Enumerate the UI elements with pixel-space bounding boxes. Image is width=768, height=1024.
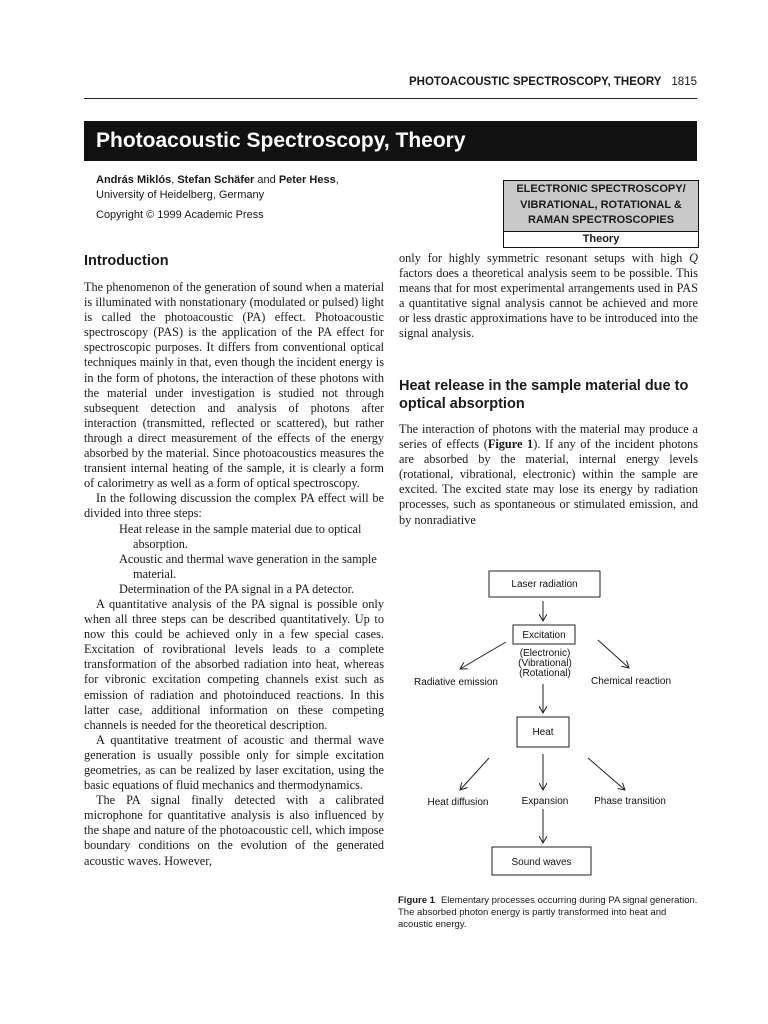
introduction-heading: Introduction — [84, 253, 169, 269]
step-item: Determination of the PA signal in a PA detector. — [119, 581, 355, 596]
right-column-body — [399, 422, 698, 528]
heat-diffusion-label: Heat diffusion — [427, 797, 489, 808]
figure-label: Figure 1 — [398, 895, 435, 906]
process-flow-diagram — [400, 560, 700, 880]
laser-radiation-label: Laser radiation — [511, 579, 578, 590]
paragraph: The phenomenon of the generation of sound when a material is illuminated with nonstationary (modulated or pulsed) light is called the photoacoustic (PA) effect. Photoacoustic spectroscopy (PAS) is the application of the PA effect for spectroscopic purposes. It differs from conventional optical techniques mainly in that, even though the incident energy is in the form of photons, the interaction of these photons with the material under investigation is studied not through subsequent detection and analysis of photons after interaction (transmitted, reflected or scattered), but rather through a direct measurement of the effects of the energy absorbed by the material. Since photoacoustics measures the transient internal heating of the sample, it is clearly a form of calorimetry as well as a form of optical spectroscopy. — [84, 280, 384, 491]
paragraph: In the following discussion the complex PA effect will be divided into three steps: — [84, 491, 384, 521]
electronic-label: (Electronic) — [519, 648, 571, 659]
rotational-label: (Rotational) — [519, 668, 571, 679]
author-block: András Miklós, Stefan Schäfer and Peter Hess, University of Heidelberg, Germany — [96, 174, 339, 201]
caption-text: Elementary processes occurring during PA signal generation. The absorbed photon energy is partly transformed into heat and acoustic energy. — [398, 895, 698, 930]
radiative-emission-label: Radiative emission — [414, 677, 498, 688]
paragraph: A quantitative analysis of the PA signal is possible only when all three steps can be described quantitatively. Up to now this could be achieved only in a few special cases. Excitation of rovibrational levels leads to a complete transformation of the absorbed radiation into heat, whereas for vibronic excitation competing channels exist such as emission of radiation and photoinduced reactions. In this latter case, additional information on these competing channels is needed for the theoretical description. — [84, 596, 384, 732]
paragraph: only for highly symmetric resonant setups with high Q factors does a theoretical analysis seem to be possible. This means that for most experimental arrangements used in PAS a quantitative signal analysis cannot be achieved and more or less drastic approximations have to be introduced into the signal analysis. — [399, 251, 698, 341]
chemical-reaction-label: Chemical reaction — [590, 676, 672, 687]
left-column — [84, 280, 384, 869]
author-2: Stefan Schäfer — [177, 174, 255, 186]
running-header — [84, 76, 697, 99]
classification-line: RAMAN SPECTROSCOPIES — [527, 214, 675, 226]
classification-line: ELECTRONIC SPECTROSCOPY/ — [516, 183, 686, 195]
expansion-label: Expansion — [521, 796, 569, 807]
paragraph: A quantitative treatment of acoustic and thermal wave generation is usually possible only for simple excitation geometries, as can be realized by laser excitation, using the basic equations of fluid mechanics and thermodynamics. — [84, 732, 384, 793]
arrow-to-radiative — [460, 642, 506, 669]
right-column-continuation — [399, 251, 698, 342]
page-number: 1815 — [671, 76, 697, 88]
arrow-to-phase-transition — [588, 758, 625, 790]
figure-reference: Figure 1 — [487, 437, 534, 452]
excitation-label: Excitation — [522, 630, 566, 641]
arrow-to-heat-diffusion — [460, 758, 489, 790]
classification-subtitle: Theory — [582, 232, 620, 245]
phase-transition-label: Phase transition — [594, 796, 666, 807]
author-3: Peter Hess — [278, 174, 336, 186]
article-title: Photoacoustic Spectroscopy, Theory — [84, 121, 697, 161]
heat-release-heading: Heat release in the sample material due to optical absorption — [399, 378, 689, 412]
arrow-to-chemical — [598, 640, 629, 668]
vibrational-label: (Vibrational) — [518, 658, 572, 669]
paragraph: The interaction of photons with the material may produce a series of effects (Figure 1). If any of the incident photons are absorbed by the material, internal energy levels (rotational, vibrational, electronic) within the sample are excited. The excited state may lose its energy by radiation processes, such as spontaneous or stimulated emission, and by nonradiative — [399, 422, 698, 527]
figure-caption — [398, 895, 698, 931]
step-item: Heat release in the sample material due to optical absorption. — [119, 521, 362, 551]
classification-line: VIBRATIONAL, ROTATIONAL & — [520, 198, 682, 211]
author-1: András Miklós — [96, 174, 172, 186]
running-title: PHOTOACOUSTIC SPECTROSCOPY, THEORY — [409, 76, 662, 88]
classification-box — [503, 180, 699, 248]
step-item: Acoustic and thermal wave generation in the sample material. — [119, 551, 377, 581]
copyright: Copyright © 1999 Academic Press — [96, 209, 264, 221]
affiliation: University of Heidelberg, Germany — [96, 189, 265, 201]
heat-label: Heat — [532, 727, 554, 738]
sound-waves-label: Sound waves — [511, 857, 572, 868]
paragraph: The PA signal finally detected with a calibrated microphone for quantitative analysis is also influenced by the shape and nature of the photoacoustic cell, which impose boundary conditions on the evolution of the generated acoustic waves. However, — [84, 793, 384, 868]
